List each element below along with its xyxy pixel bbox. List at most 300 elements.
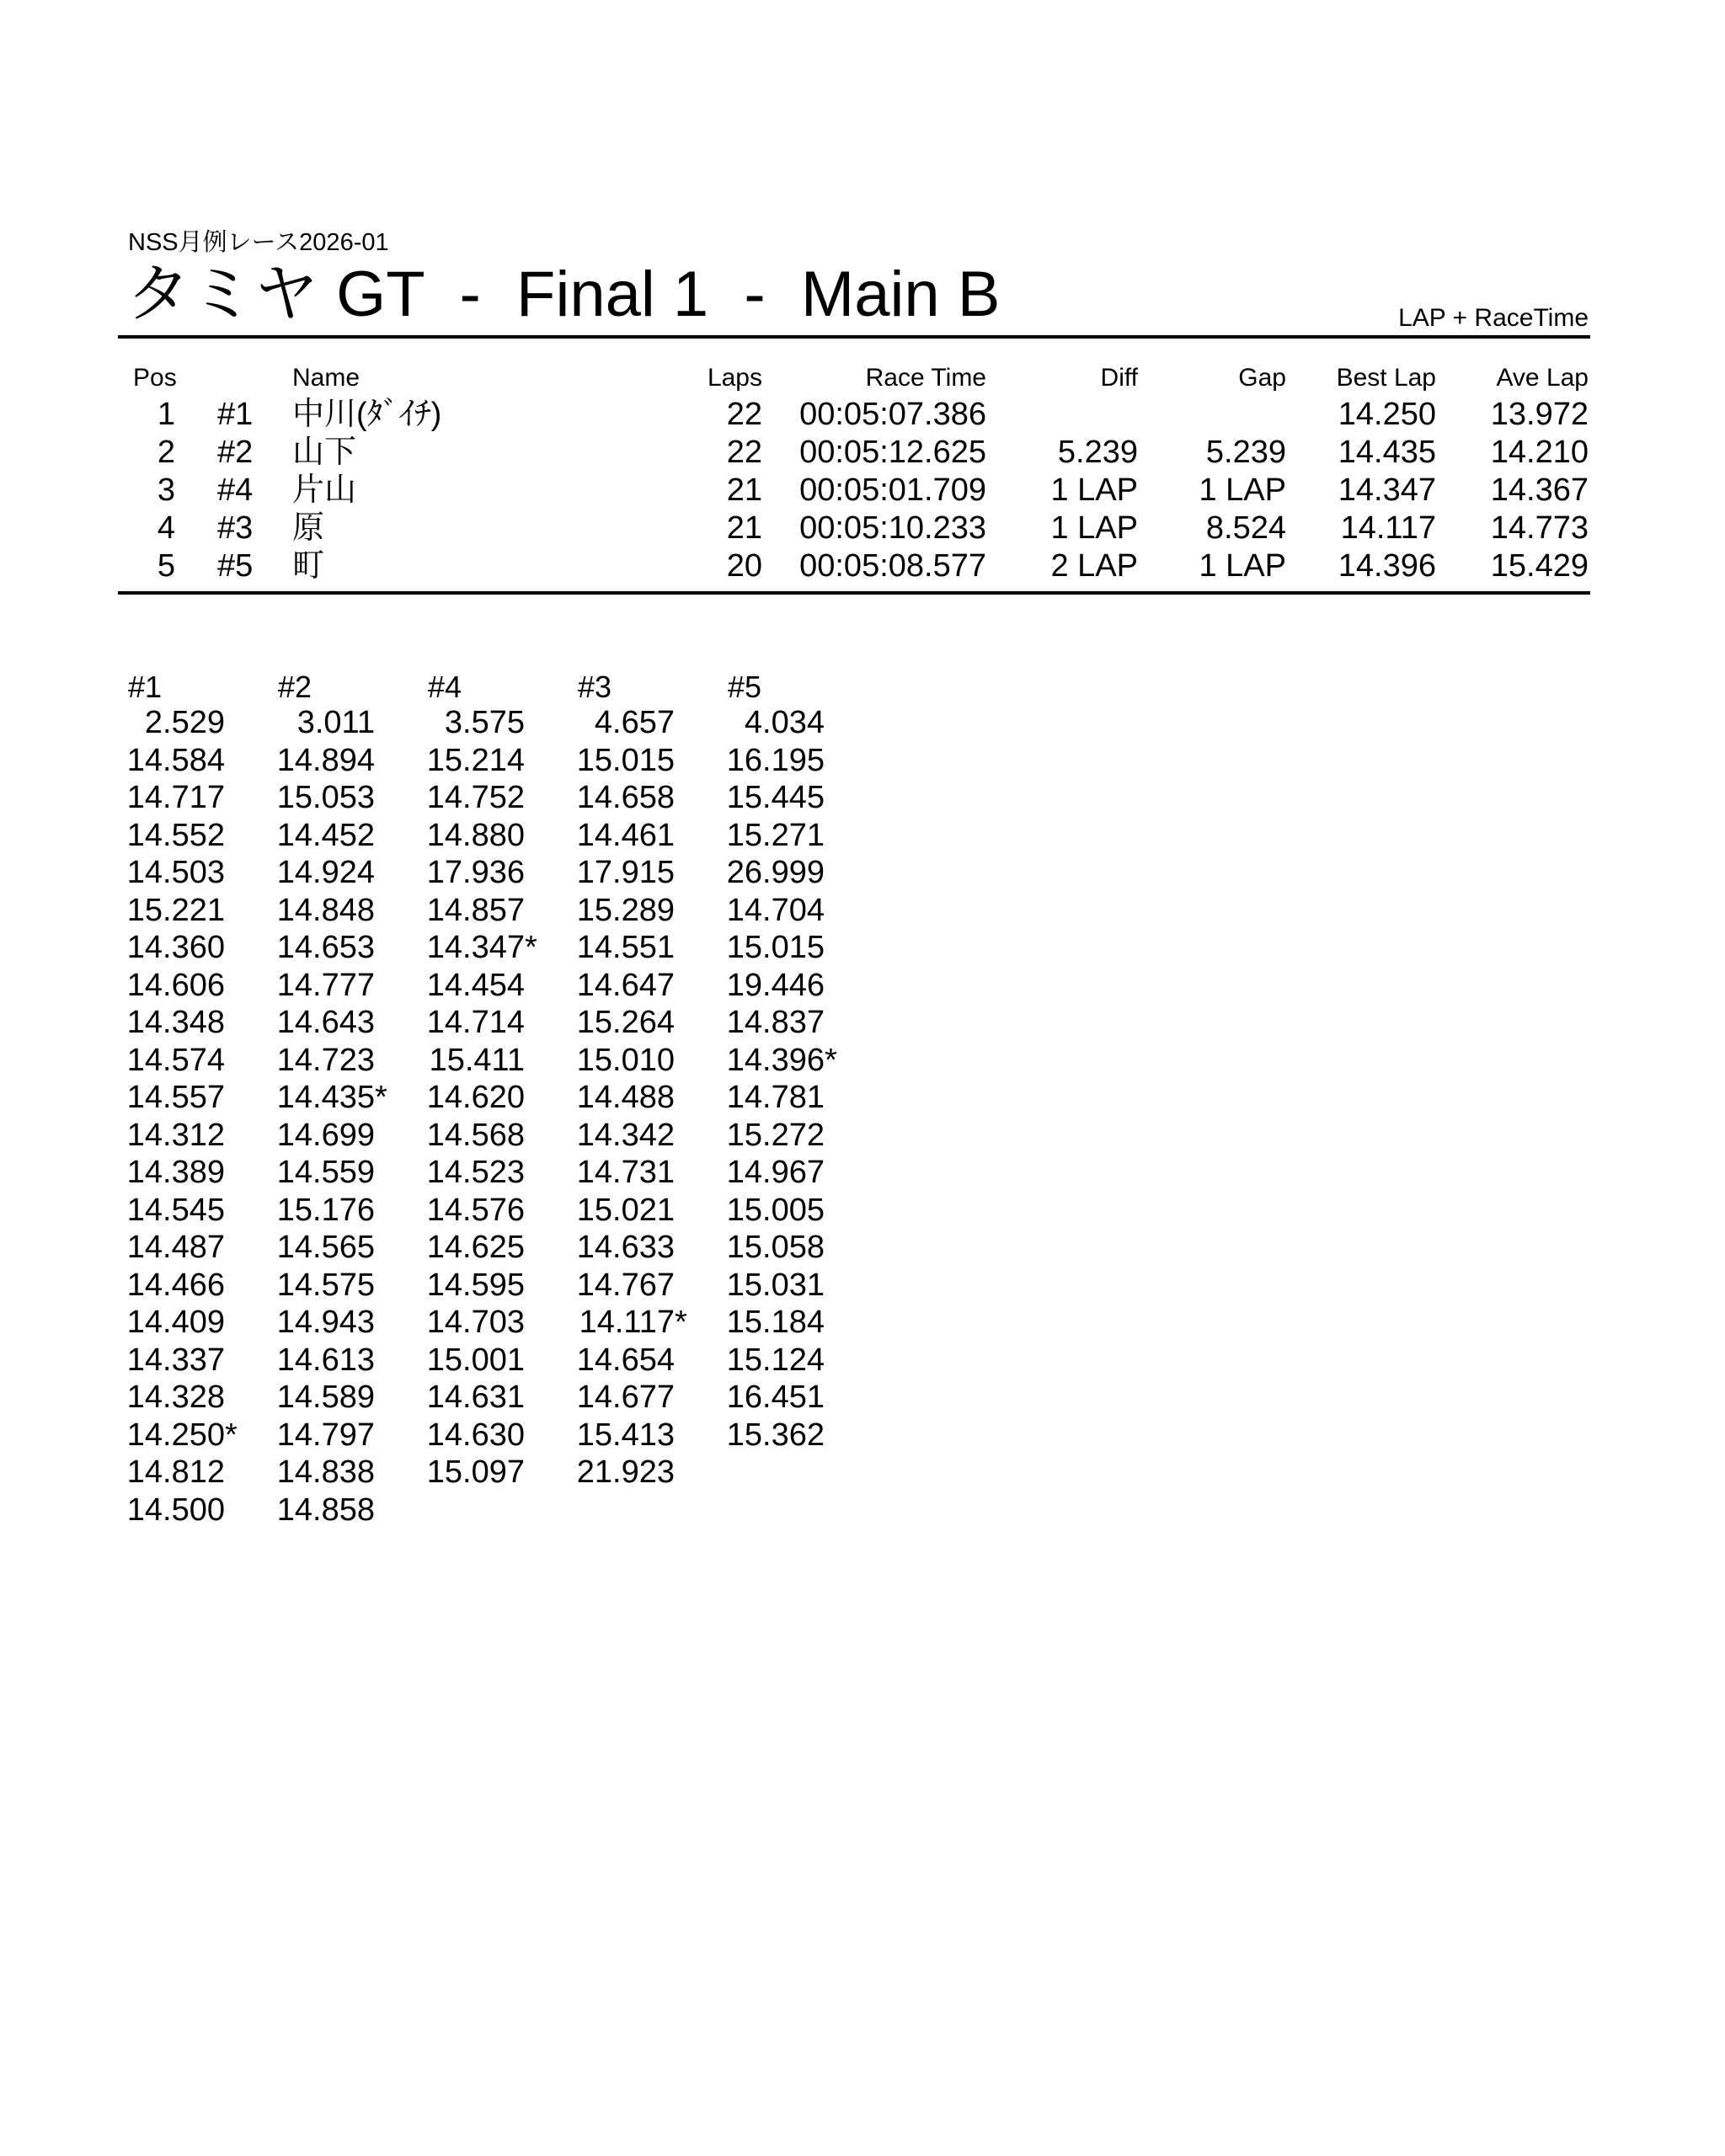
lap-time-value: 14.545 [126, 1192, 225, 1228]
best-lap-marker [525, 742, 568, 780]
lap-time-cell [418, 1192, 568, 1230]
lap-time-cell [118, 742, 268, 780]
lap-time-value: 16.195 [726, 742, 825, 778]
lap-time-value: 14.606 [126, 967, 225, 1003]
lap-time-cell [568, 1117, 718, 1155]
driver-name-cell: 原 [292, 510, 325, 546]
best-lap-marker [825, 1342, 868, 1380]
lap-time-cell [268, 1454, 418, 1492]
lap-time-value: 14.348 [126, 1005, 225, 1040]
best-lap-marker [825, 1192, 868, 1230]
lap-time-cell [268, 1267, 418, 1305]
lap-time-value: 15.058 [726, 1230, 825, 1265]
lap-time-value: 14.857 [426, 892, 525, 928]
best-lap-marker [675, 704, 718, 742]
lap-time-cell [718, 817, 868, 855]
lap-time-value: 15.411 [429, 1042, 525, 1078]
lap-time-value: 14.552 [126, 817, 225, 853]
lap-time-value: 15.097 [426, 1454, 525, 1490]
best-lap-marker [675, 1267, 718, 1305]
lap-time-cell [118, 1042, 268, 1080]
best-lap-marker [225, 1042, 268, 1080]
lap-time-cell [568, 1079, 718, 1117]
gap-cell: 1 LAP [1199, 548, 1286, 584]
lap-time-value: 14.625 [426, 1230, 525, 1265]
best-lap-marker [525, 1154, 568, 1192]
best-lap-marker [525, 1417, 568, 1454]
best-lap-marker [675, 929, 718, 967]
best-lap-marker [375, 1229, 418, 1267]
driver-name-cell: 町 [292, 548, 325, 584]
best-lap-marker [825, 817, 868, 855]
lap-time-row [118, 779, 868, 817]
table-row [118, 472, 1590, 510]
best-lap-marker [375, 1042, 418, 1080]
lap-time-cell [718, 854, 868, 892]
best-lap-marker [825, 1379, 868, 1417]
lap-time-value: 14.487 [126, 1230, 225, 1265]
lap-time-cell [118, 1229, 268, 1267]
lap-time-row [118, 1417, 868, 1454]
best-lap-marker [375, 779, 418, 817]
lap-time-value: 14.574 [126, 1042, 225, 1078]
lap-time-cell [268, 1079, 418, 1117]
lap-time-cell [418, 1417, 568, 1454]
lap-time-value: 26.999 [726, 855, 825, 890]
lap-time-cell [568, 1004, 718, 1042]
gap-cell: 5.239 [1205, 435, 1286, 470]
lap-time-value: 14.647 [576, 967, 675, 1003]
lap-time-cell [268, 1004, 418, 1042]
best-lap-marker [375, 1342, 418, 1380]
best-lap-marker [675, 1154, 718, 1192]
best-lap-marker [525, 817, 568, 855]
best-lap-marker [525, 1379, 568, 1417]
lap-time-value: 14.723 [276, 1042, 375, 1078]
lap-time-value: 17.936 [426, 855, 525, 890]
lap-time-value: 14.880 [426, 817, 525, 853]
lap-time-value: 14.631 [426, 1380, 525, 1415]
lap-time-value: 14.848 [276, 892, 375, 928]
lap-time-value: 14.781 [726, 1080, 825, 1115]
lap-time-cell [118, 1004, 268, 1042]
best-lap-marker [675, 892, 718, 930]
lap-time-value: 15.184 [726, 1305, 825, 1340]
lap-time-cell [268, 1229, 418, 1267]
lap-time-cell [268, 967, 418, 1005]
lap-time-cell [418, 1079, 568, 1117]
best-lap-marker [825, 1304, 868, 1342]
lap-time-value: 14.575 [276, 1267, 375, 1303]
ave-lap-cell: 15.429 [1490, 548, 1589, 584]
lap-time-row [118, 1454, 868, 1492]
lap-time-cell [418, 1154, 568, 1192]
lap-time-row [118, 854, 868, 892]
lap-col-header: #1 [128, 670, 163, 704]
results-divider [118, 591, 1590, 595]
best-lap-marker [675, 742, 718, 780]
lap-time-row [118, 1379, 868, 1417]
best-lap-marker [375, 929, 418, 967]
lap-time-value: 14.797 [276, 1417, 375, 1453]
lap-time-cell [418, 854, 568, 892]
lap-time-value: 15.031 [726, 1267, 825, 1303]
col-header-avelap: Ave Lap [1496, 364, 1589, 392]
lap-time-value: 14.360 [126, 930, 225, 965]
lap-time-cell [418, 1117, 568, 1155]
lap-time-cell [268, 1042, 418, 1080]
lap-time-value: 14.551 [576, 930, 675, 965]
best-lap-marker [525, 1042, 568, 1080]
lap-time-row [118, 704, 868, 742]
best-lap-marker [375, 704, 418, 742]
best-lap-marker: * [675, 1305, 687, 1340]
best-lap-marker [225, 704, 268, 742]
lap-time-cell [118, 854, 268, 892]
lap-time-cell [418, 967, 568, 1005]
best-lap-marker [675, 1192, 718, 1230]
lap-time-value: 14.454 [426, 967, 525, 1003]
lap-time-row [118, 1042, 868, 1080]
best-lap-marker [375, 1117, 418, 1155]
lap-time-cell [268, 1342, 418, 1380]
lap-time-value: 14.752 [426, 780, 525, 815]
best-lap-cell: 14.117 [1340, 510, 1436, 546]
best-lap-cell: 14.396 [1338, 548, 1436, 584]
best-lap-marker [225, 1492, 268, 1529]
best-lap-marker [825, 854, 868, 892]
lap-time-value: 14.117 [579, 1305, 675, 1340]
best-lap-marker [375, 1417, 418, 1454]
lap-time-value: 14.630 [426, 1417, 525, 1453]
col-header-car [175, 360, 291, 396]
lap-time-value [718, 1492, 825, 1529]
lap-time-value: 14.703 [426, 1305, 525, 1340]
lap-time-value: 14.654 [576, 1342, 675, 1378]
lap-time-value: 14.559 [276, 1155, 375, 1190]
best-lap-marker [375, 1004, 418, 1042]
lap-time-value: 14.503 [126, 855, 225, 890]
lap-time-cell [568, 1154, 718, 1192]
lap-time-cell [268, 742, 418, 780]
race-time-cell: 00:05:08.577 [799, 548, 986, 584]
lap-time-value: 15.015 [726, 930, 825, 965]
best-lap-marker [225, 1229, 268, 1267]
lap-time-value: 14.435 [276, 1080, 375, 1115]
lap-time-value: 3.011 [296, 705, 375, 740]
lap-time-row [118, 1492, 868, 1529]
best-lap-marker [675, 854, 718, 892]
lap-time-cell [718, 929, 868, 967]
lap-time-cell [118, 1342, 268, 1380]
best-lap-marker [225, 1267, 268, 1305]
best-lap-marker [375, 1454, 418, 1492]
lap-time-cell [718, 1342, 868, 1380]
lap-times-rows [118, 704, 868, 1529]
diff-cell: 1 LAP [1050, 472, 1138, 508]
lap-time-cell [718, 1117, 868, 1155]
col-header-bestlap: Best Lap [1336, 364, 1436, 392]
best-lap-marker [225, 1004, 268, 1042]
results-header-row [118, 360, 1590, 396]
lap-time-cell [118, 967, 268, 1005]
best-lap-marker [825, 1004, 868, 1042]
lap-time-value: 14.943 [276, 1305, 375, 1340]
lap-time-cell [718, 1454, 868, 1492]
lap-time-cell [418, 704, 568, 742]
best-lap-marker [375, 1304, 418, 1342]
lap-time-row [118, 1117, 868, 1155]
lap-time-cell [718, 1492, 868, 1529]
best-lap-marker [375, 854, 418, 892]
best-lap-marker [675, 1417, 718, 1454]
best-lap-marker [525, 704, 568, 742]
diff-cell [986, 396, 1138, 434]
lap-time-cell [718, 1042, 868, 1080]
lap-time-cell [568, 1492, 718, 1529]
table-row [118, 434, 1590, 472]
best-lap-marker [375, 1379, 418, 1417]
lap-time-cell [418, 1342, 568, 1380]
best-lap-marker [225, 967, 268, 1005]
lap-time-row [118, 742, 868, 780]
col-header-laps: Laps [707, 364, 762, 392]
lap-time-value: 16.451 [726, 1380, 825, 1415]
best-lap-marker [225, 1192, 268, 1230]
ave-lap-cell: 14.367 [1490, 472, 1589, 508]
lap-time-cell [418, 1267, 568, 1305]
lap-time-value: 15.271 [726, 817, 825, 853]
best-lap-marker [225, 892, 268, 930]
lap-time-value: 14.812 [126, 1454, 225, 1490]
lap-time-cell [118, 1454, 268, 1492]
laps-cell: 21 [726, 510, 762, 546]
lap-time-cell [568, 742, 718, 780]
best-lap-marker [525, 1004, 568, 1042]
lap-time-cell [418, 929, 568, 967]
lap-time-row [118, 1304, 868, 1342]
event-label: NSS月例レース2026-01 [128, 229, 389, 256]
lap-time-value: 15.010 [576, 1042, 675, 1078]
lap-time-cell [568, 1417, 718, 1454]
best-lap-marker [825, 929, 868, 967]
lap-time-cell [568, 1342, 718, 1380]
results-rows [118, 396, 1590, 585]
best-lap-marker [525, 1304, 568, 1342]
lap-time-cell [718, 1229, 868, 1267]
best-lap-marker [825, 1454, 868, 1492]
lap-time-cell [418, 1454, 568, 1492]
lap-time-cell [118, 1379, 268, 1417]
lap-time-cell [568, 1267, 718, 1305]
lap-time-row [118, 929, 868, 967]
lap-time-value: 15.362 [726, 1417, 825, 1453]
lap-time-value: 14.557 [126, 1080, 225, 1115]
lap-time-row [118, 892, 868, 930]
diff-cell: 5.239 [1057, 435, 1138, 470]
best-lap-marker [225, 1117, 268, 1155]
lap-time-value: 3.575 [444, 705, 525, 740]
lap-time-value: 14.250 [126, 1417, 225, 1453]
lap-time-cell [418, 742, 568, 780]
lap-time-value: 14.347 [426, 930, 525, 965]
lap-time-cell [718, 967, 868, 1005]
gap-cell: 8.524 [1205, 510, 1286, 546]
lap-time-cell [118, 1079, 268, 1117]
lap-time-cell [418, 1042, 568, 1080]
lap-time-value: 14.461 [576, 817, 675, 853]
gap-cell [1138, 396, 1286, 434]
lap-time-value: 4.657 [594, 705, 675, 740]
lap-time-cell [718, 1154, 868, 1192]
best-lap-marker [525, 1192, 568, 1230]
diff-cell: 2 LAP [1050, 548, 1138, 584]
lap-time-value: 15.445 [726, 780, 825, 815]
lap-time-cell [118, 1117, 268, 1155]
best-lap-marker [825, 742, 868, 780]
driver-name-cell: 片山 [292, 472, 357, 508]
ave-lap-cell: 14.210 [1490, 435, 1589, 470]
lap-time-cell [268, 892, 418, 930]
lap-time-value: 15.001 [426, 1342, 525, 1378]
table-row [118, 396, 1590, 434]
driver-name-cell: 山下 [292, 435, 357, 470]
page-title: タミヤ GT - Final 1 - Main B [126, 259, 1001, 330]
best-lap-cell: 14.435 [1338, 435, 1436, 470]
lap-time-value: 14.767 [576, 1267, 675, 1303]
pos-cell: 4 [157, 510, 175, 546]
best-lap-marker [375, 1492, 418, 1529]
lap-time-value: 14.924 [276, 855, 375, 890]
lap-time-value: 14.568 [426, 1117, 525, 1153]
best-lap-marker [375, 967, 418, 1005]
lap-time-cell [268, 854, 418, 892]
lap-time-cell [718, 1079, 868, 1117]
lap-time-cell [268, 1154, 418, 1192]
lap-time-value: 4.034 [744, 705, 825, 740]
lap-time-value: 14.894 [276, 742, 375, 778]
lap-time-cell [268, 1417, 418, 1454]
lap-time-cell [568, 1192, 718, 1230]
col-header-name: Name [292, 364, 360, 392]
lap-time-cell [118, 929, 268, 967]
lap-time-row [118, 1079, 868, 1117]
lap-time-value: 14.466 [126, 1267, 225, 1303]
table-row [118, 510, 1590, 547]
car-number-cell: #2 [217, 435, 254, 470]
lap-time-cell [418, 1004, 568, 1042]
lap-time-cell [568, 967, 718, 1005]
timing-mode-label: LAP + RaceTime [1398, 304, 1589, 332]
lap-time-cell [418, 1229, 568, 1267]
lap-time-cell [268, 929, 418, 967]
car-number-cell: #5 [217, 548, 254, 584]
lap-time-value: 14.488 [576, 1080, 675, 1115]
lap-time-value: 14.565 [276, 1230, 375, 1265]
best-lap-marker [825, 1117, 868, 1155]
race-time-cell: 00:05:07.386 [799, 397, 986, 432]
results-table [118, 360, 1590, 585]
lap-time-row [118, 817, 868, 855]
lap-time-cell [718, 1304, 868, 1342]
best-lap-marker [825, 1492, 868, 1529]
lap-time-value: 14.389 [126, 1155, 225, 1190]
lap-time-value: 14.777 [276, 967, 375, 1003]
best-lap-marker: * [225, 1417, 238, 1453]
lap-time-row [118, 1154, 868, 1192]
best-lap-marker: * [375, 1080, 387, 1115]
lap-time-cell [118, 817, 268, 855]
lap-time-cell [568, 1454, 718, 1492]
best-lap-marker [525, 854, 568, 892]
lap-time-value: 15.413 [576, 1417, 675, 1453]
lap-time-value: 14.613 [276, 1342, 375, 1378]
lap-col-header: #4 [428, 670, 462, 704]
best-lap-marker [675, 1042, 718, 1080]
lap-time-cell [118, 779, 268, 817]
pos-cell: 1 [157, 397, 175, 432]
best-lap-marker [225, 1079, 268, 1117]
lap-time-row [118, 1267, 868, 1305]
laps-cell: 21 [726, 472, 762, 508]
best-lap-marker [675, 1079, 718, 1117]
pos-cell: 5 [157, 548, 175, 584]
lap-time-value: 14.677 [576, 1380, 675, 1415]
lap-time-cell [568, 929, 718, 967]
header-divider [118, 335, 1590, 339]
lap-time-value: 17.915 [576, 855, 675, 890]
best-lap-marker [675, 1379, 718, 1417]
best-lap-marker [525, 1229, 568, 1267]
best-lap-marker [225, 817, 268, 855]
lap-time-value: 14.633 [576, 1230, 675, 1265]
col-header-pos: Pos [133, 364, 177, 392]
lap-time-value: 14.342 [576, 1117, 675, 1153]
best-lap-marker [825, 704, 868, 742]
pos-cell: 3 [157, 472, 175, 508]
best-lap-cell: 14.347 [1338, 472, 1436, 508]
lap-col-header: #5 [728, 670, 762, 704]
lap-time-row [118, 1192, 868, 1230]
lap-time-cell [718, 1004, 868, 1042]
lap-time-value: 15.053 [276, 780, 375, 815]
lap-time-cell [268, 1379, 418, 1417]
lap-time-value: 14.452 [276, 817, 375, 853]
lap-time-cell [418, 1492, 568, 1529]
lap-time-cell [268, 704, 418, 742]
lap-time-value: 14.714 [426, 1005, 525, 1040]
lap-time-value [418, 1492, 525, 1529]
best-lap-marker [825, 779, 868, 817]
best-lap-marker [825, 1079, 868, 1117]
lap-time-value: 19.446 [726, 967, 825, 1003]
lap-time-cell [268, 1192, 418, 1230]
best-lap-marker [225, 1379, 268, 1417]
lap-time-cell [718, 1267, 868, 1305]
best-lap-marker [825, 967, 868, 1005]
best-lap-marker [225, 1304, 268, 1342]
lap-time-value: 14.653 [276, 930, 375, 965]
table-row [118, 547, 1590, 585]
best-lap-marker [825, 1229, 868, 1267]
lap-time-value: 14.643 [276, 1005, 375, 1040]
lap-time-value: 14.837 [726, 1005, 825, 1040]
lap-times-table [118, 670, 868, 1529]
lap-time-cell [118, 704, 268, 742]
driver-name-cell: 中川(ﾀﾞｲﾁ) [292, 397, 442, 432]
lap-time-cell [718, 704, 868, 742]
lap-time-value: 15.015 [576, 742, 675, 778]
